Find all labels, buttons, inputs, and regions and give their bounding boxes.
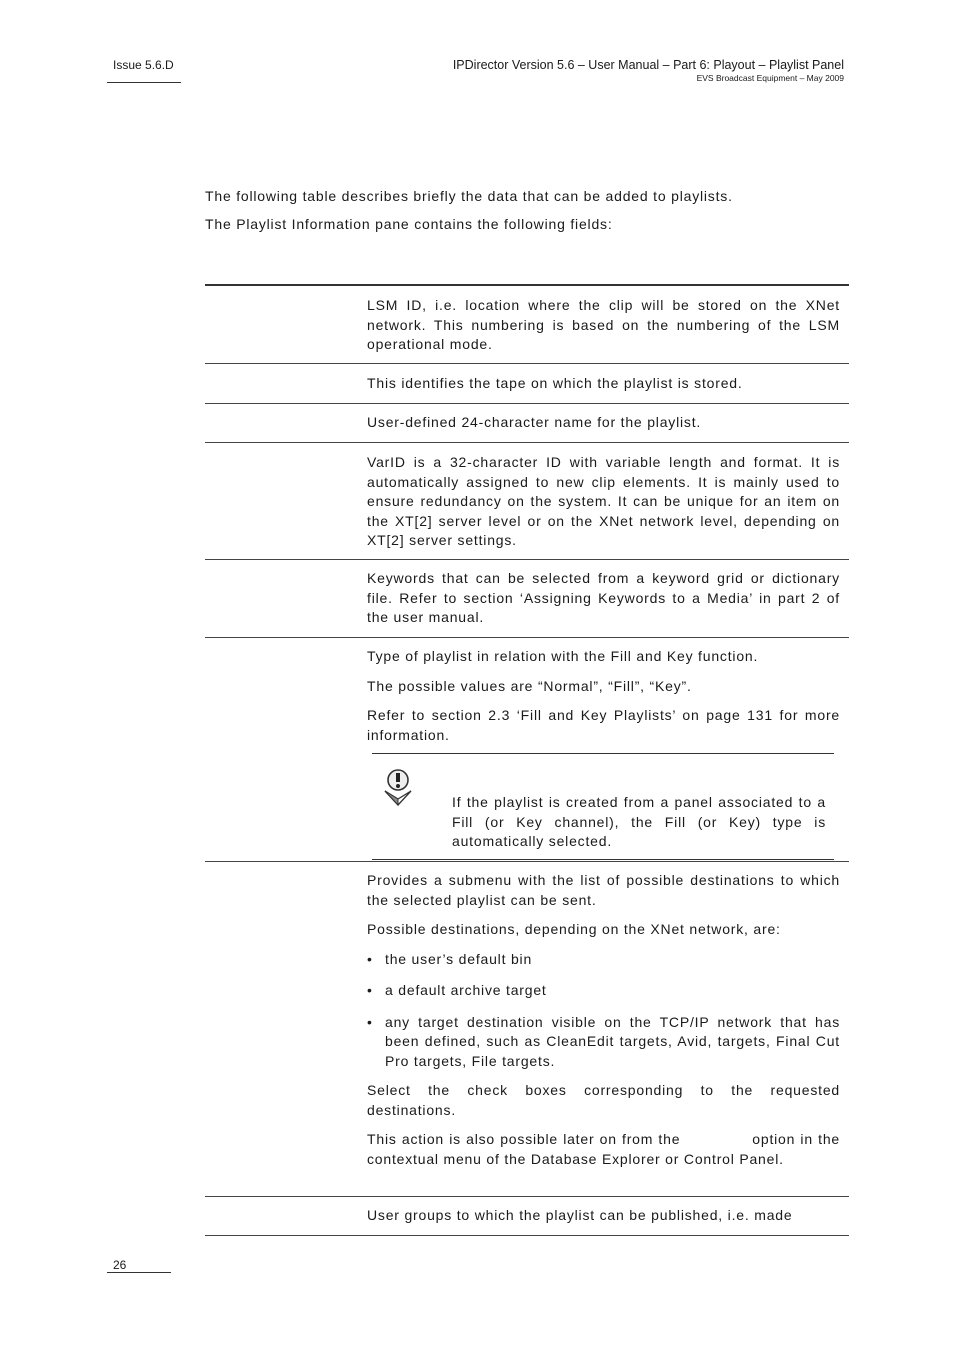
row-text: This identifies the tape on which the playlist is stored.: [367, 375, 743, 391]
table-top-rule: [205, 284, 849, 286]
list-item-text: any target destination visible on the TCP/IP network that has been defined, such as CleanEdit targets, Avid, targets, Final Cut Pro targets, File targets.: [385, 1013, 840, 1069]
header-divider: [107, 82, 181, 83]
table-row-keywords: [367, 569, 840, 628]
row-text: User groups to which the playlist can be published, i.e. made: [367, 1207, 793, 1223]
row-text: User-defined 24-character name for the playlist.: [367, 414, 702, 430]
header-subtitle: EVS Broadcast Equipment – May 2009: [696, 73, 844, 83]
list-item-text: a default archive target: [385, 982, 547, 998]
table-row-lsm-id: [367, 296, 840, 355]
table-row-divider: [205, 559, 849, 560]
note-top-rule: [372, 753, 834, 754]
intro-line-2: The Playlist Information pane contains the following fields:: [205, 216, 613, 232]
list-item: [367, 950, 840, 970]
table-row-tape: [367, 374, 840, 394]
table-row-divider: [205, 637, 849, 638]
intro-line-1: The following table describes briefly the data that can be added to playlists.: [205, 188, 733, 204]
bullet-icon: •: [367, 1013, 373, 1030]
row-text: VarID is a 32-character ID with variable length and format. It is automatically assigned to new clip elements. It is mainly used to ensure redundancy on the system. It can be unique for an item on the XT[2] server level or on the XNet network level, depending on XT[2] server settings.: [367, 454, 840, 548]
row-text: Provides a submenu with the list of possible destinations to which the selected playlist can be sent.: [367, 872, 840, 908]
table-row-varid: [367, 453, 840, 551]
list-item: [367, 981, 840, 1001]
table-row-type: [367, 647, 840, 745]
row-text: Select the check boxes corresponding to the requested destinations.: [367, 1082, 840, 1118]
note-text: If the playlist is created from a panel associated to a Fill (or Key channel), the Fill (or Key) type is automatically selected.: [452, 794, 826, 849]
bullet-icon: •: [367, 982, 373, 998]
page-number: 26: [113, 1258, 127, 1272]
table-bottom-rule: [205, 1235, 849, 1236]
row-text: Type of playlist in relation with the Fill and Key function.: [367, 648, 759, 664]
row-text: LSM ID, i.e. location where the clip will be stored on the XNet network. This numbering is based on the numbering of the LSM operational mode.: [367, 297, 840, 352]
table-row-divider: [205, 442, 849, 443]
row-text-part-1: This action is also possible later on from the: [367, 1131, 681, 1147]
row-text: Keywords that can be selected from a keyword grid or dictionary file. Refer to section ‘Assigning Keywords to a Media’ in part 2 of the user manual.: [367, 570, 840, 625]
list-item-text: the user’s default bin: [385, 950, 533, 967]
note-bottom-rule: [372, 859, 834, 860]
table-row-divider: [205, 861, 849, 862]
row-text: Refer to section 2.3 ‘Fill and Key Playlists’ on page 131 for more information.: [367, 707, 840, 743]
table-row-divider: [205, 1196, 849, 1197]
table-row-publish: [367, 1206, 840, 1226]
row-text: The possible values are “Normal”, “Fill”, “Key”.: [367, 677, 692, 694]
footer-divider: [107, 1272, 171, 1273]
table-row-name: [367, 413, 840, 433]
bullet-icon: •: [367, 950, 373, 967]
note-exclamation-icon: [381, 767, 415, 807]
table-row-divider: [205, 363, 849, 364]
header-title: IPDirector Version 5.6 – User Manual – Part 6: Playout – Playlist Panel: [452, 58, 844, 72]
table-row-send-to: [367, 871, 840, 1169]
row-text-last: [367, 1130, 840, 1169]
header-issue: Issue 5.6.D: [113, 58, 174, 72]
row-text-part-2: option in the contextual menu of the Database Explorer or Control Panel.: [367, 1131, 840, 1167]
list-item: [367, 1013, 840, 1072]
row-text: Possible destinations, depending on the XNet network, are:: [367, 921, 781, 937]
table-row-divider: [205, 403, 849, 404]
